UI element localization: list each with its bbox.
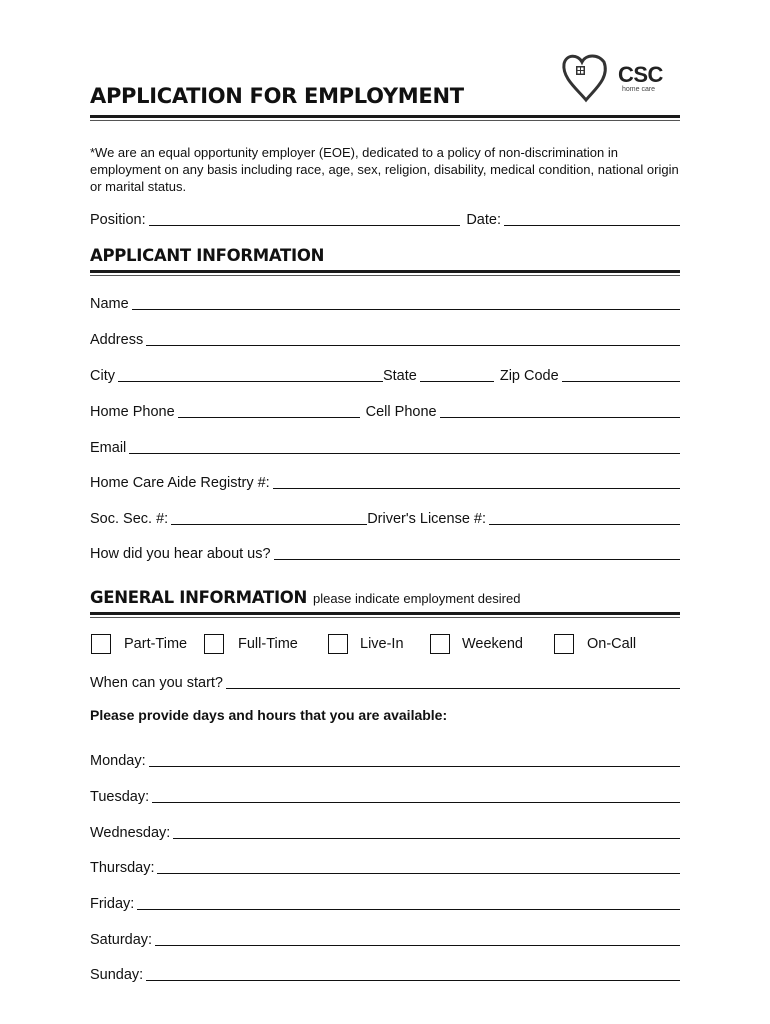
applicant-divider-thin	[90, 275, 680, 276]
day-row-tuesday	[90, 785, 680, 805]
registry-row	[90, 471, 680, 491]
start-field[interactable]	[226, 674, 680, 689]
zip-label: Zip Code	[499, 368, 559, 384]
on-call-checkbox[interactable]	[554, 634, 574, 654]
wednesday-field[interactable]	[173, 824, 680, 839]
home-phone-label: Home Phone	[90, 404, 175, 420]
logo-subtext: home care	[622, 86, 656, 93]
start-label: When can you start?	[90, 675, 223, 691]
general-divider	[90, 612, 680, 615]
position-label: Position:	[90, 212, 146, 228]
day-row-wednesday	[90, 821, 680, 841]
tuesday-label: Tuesday:	[90, 789, 150, 805]
monday-label: Monday:	[90, 753, 146, 769]
wednesday-label: Wednesday:	[90, 825, 171, 841]
registry-label: Home Care Aide Registry #:	[90, 475, 270, 491]
day-row-saturday	[90, 928, 680, 948]
live-in-checkbox[interactable]	[328, 634, 348, 654]
full-time-label: Full-Time	[238, 636, 298, 652]
thursday-field[interactable]	[157, 859, 680, 874]
saturday-label: Saturday:	[90, 932, 153, 948]
day-row-sunday	[90, 963, 680, 983]
address-field[interactable]	[146, 331, 680, 346]
city-row	[90, 364, 680, 384]
page-title: APPLICATION FOR EMPLOYMENT	[90, 84, 464, 108]
day-row-friday	[90, 892, 680, 912]
part-time-checkbox[interactable]	[91, 634, 111, 654]
part-time-label: Part-Time	[124, 636, 188, 652]
date-label: Date:	[466, 212, 501, 228]
name-field[interactable]	[132, 295, 680, 310]
ssn-license-row	[90, 507, 680, 527]
address-row	[90, 328, 680, 348]
state-label: State	[382, 368, 417, 384]
name-row	[90, 292, 680, 312]
applicant-section-title: APPLICANT INFORMATION	[90, 246, 325, 265]
thursday-label: Thursday:	[90, 860, 155, 876]
general-section-note: please indicate employment desired	[313, 591, 521, 606]
hear-row	[90, 542, 680, 562]
sunday-field[interactable]	[146, 966, 680, 981]
live-in-label: Live-In	[360, 636, 404, 652]
cell-phone-field[interactable]	[440, 403, 680, 418]
friday-label: Friday:	[90, 896, 135, 912]
sunday-label: Sunday:	[90, 967, 144, 983]
license-label: Driver's License #:	[367, 511, 486, 527]
ssn-field[interactable]	[171, 510, 367, 525]
tuesday-field[interactable]	[152, 788, 680, 803]
friday-field[interactable]	[137, 895, 680, 910]
full-time-checkbox[interactable]	[204, 634, 224, 654]
phone-row	[90, 400, 680, 420]
email-row	[90, 436, 680, 456]
title-divider	[90, 115, 680, 118]
monday-field[interactable]	[149, 752, 680, 767]
general-divider-thin	[90, 617, 680, 618]
employment-type-options	[90, 634, 680, 656]
on-call-label: On-Call	[587, 636, 637, 652]
eoe-statement: *We are an equal opportunity employer (EOE), dedicated to a policy of non-discrimination in employment on any basis including race, age, sex, religion, disability, medical condition, national origin or marital status.	[90, 145, 679, 194]
availability-heading: Please provide days and hours that you are available:	[90, 707, 448, 723]
address-label: Address	[90, 332, 144, 348]
date-field[interactable]	[504, 211, 680, 226]
company-logo	[560, 52, 672, 106]
registry-field[interactable]	[273, 474, 680, 489]
home-phone-field[interactable]	[178, 403, 360, 418]
logo-text: CSC	[618, 62, 663, 87]
state-field[interactable]	[420, 367, 494, 382]
ssn-label: Soc. Sec. #:	[90, 511, 169, 527]
start-row	[90, 671, 680, 691]
name-label: Name	[90, 296, 129, 312]
cell-phone-label: Cell Phone	[365, 404, 437, 420]
email-field[interactable]	[129, 439, 680, 454]
applicant-divider	[90, 270, 680, 273]
email-label: Email	[90, 440, 127, 456]
title-divider-thin	[90, 120, 680, 121]
license-field[interactable]	[489, 510, 680, 525]
general-title-text: GENERAL INFORMATION	[90, 588, 308, 607]
saturday-field[interactable]	[155, 931, 680, 946]
city-label: City	[90, 368, 115, 384]
weekend-label: Weekend	[462, 636, 523, 652]
position-field[interactable]	[149, 211, 461, 226]
hear-field[interactable]	[274, 545, 680, 560]
position-date-row	[90, 208, 680, 228]
hear-label: How did you hear about us?	[90, 546, 271, 562]
city-field[interactable]	[118, 367, 383, 382]
general-section-title	[90, 588, 520, 607]
day-row-thursday	[90, 856, 680, 876]
weekend-checkbox[interactable]	[430, 634, 450, 654]
day-row-monday	[90, 749, 680, 769]
zip-field[interactable]	[562, 367, 680, 382]
